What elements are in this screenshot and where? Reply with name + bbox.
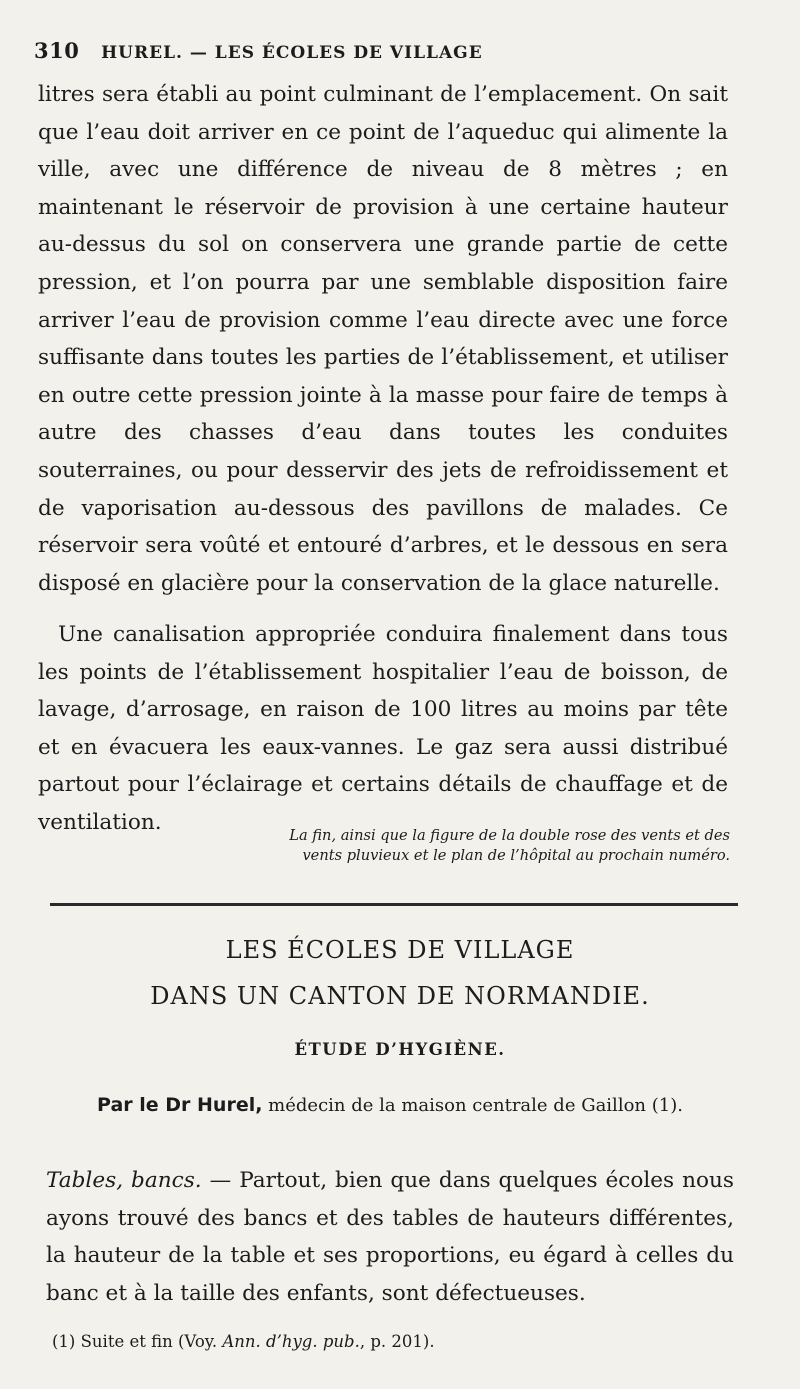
- article-title-line-1: LES ÉCOLES DE VILLAGE: [225, 936, 575, 964]
- paragraph-continued: litres sera établi au point culminant de l’emplacement. On sait que l’eau doit arriver en ce point de l’aqueduc qui alimente la ville, avec une différence de niveau de 8 mètres ; en maintenant le réservoir de provision à une certaine hauteur au-dessus du sol on conservera une grande partie de cette pression, et l’on pourra par une semblable disposition faire arriver l’eau de provision comme l’eau directe avec une force suffisante dans toutes les parties de l’établissement, et utiliser en outre cette pression jointe à la masse pour faire de temps à autre des chasses d’eau dans toutes les conduites souterraines, ou pour desservir des jets de refroidissement et de vaporisation au-dessous des pavillons de malades. Ce réservoir sera voûté et entouré d’arbres, et le dessous en sera disposé en glacière pour la conservation de la glace naturelle.: [38, 82, 728, 596]
- paragraph-tables-bancs: [46, 1162, 734, 1312]
- article-subtitle: ÉTUDE D’HYGIÈNE.: [294, 1040, 506, 1059]
- continuation-note-line-1: La fin, ainsi que la figure de la double rose des vents et des: [289, 827, 730, 844]
- continuation-note: [90, 826, 730, 866]
- byline-author: Par le Dr Hurel,: [97, 1094, 263, 1116]
- running-header: [34, 38, 594, 63]
- continuation-note-line-2: vents pluvieux et le plan de l’hôpital au prochain numéro.: [302, 847, 730, 864]
- paragraph-canalisation: Une canalisation appropriée conduira finalement dans tous les points de l’établissement hospitalier l’eau de boisson, de lavage, d’arrosage, en raison de 100 litres au moins par tête et en évacuera les eaux-vannes. Le gaz sera aussi distribué partout pour l’éclairage et certains détails de chauffage et de ventilation.: [38, 622, 728, 835]
- article-byline: [40, 1094, 740, 1116]
- section-lead: Tables, bancs. —: [46, 1168, 232, 1193]
- byline-role: médecin de la maison centrale de Gaillon (1).: [268, 1095, 683, 1116]
- page-number: 310: [34, 38, 80, 63]
- article-title-line-2: DANS UN CANTON DE NORMANDIE.: [150, 982, 650, 1010]
- footnote: [52, 1332, 435, 1351]
- footnote-journal: Ann. d’hyg. pub.: [222, 1332, 360, 1351]
- footnote-suffix: , p. 201).: [359, 1332, 435, 1351]
- footnote-prefix: (1) Suite et fin (Voy.: [52, 1332, 218, 1351]
- running-title: HUREL. — LES ÉCOLES DE VILLAGE: [101, 43, 483, 63]
- section-divider: [50, 903, 738, 906]
- section-text: Partout, bien que dans quelques écoles nous ayons trouvé des bancs et des tables de hauteurs différentes, la hauteur de la table et ses proportions, eu égard à celles du banc et à la taille des enfants, sont défectueuses.: [46, 1168, 734, 1306]
